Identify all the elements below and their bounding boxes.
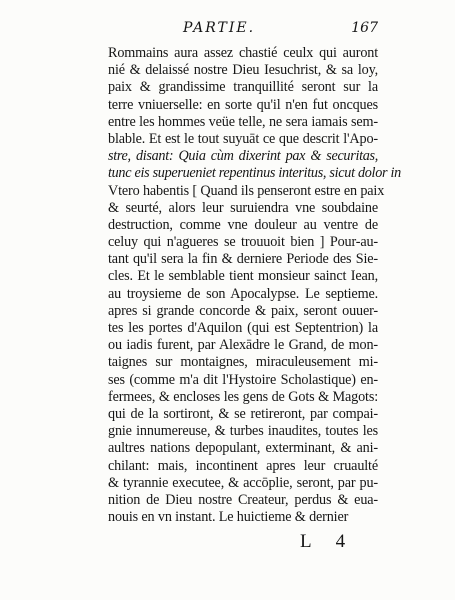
- text-line: & tyrannie executee, & accōplie, seront, par pu-: [108, 474, 378, 491]
- text-line: Vtero habentis [ Quand ils penseront estre en paix: [108, 182, 385, 199]
- text-line: tant qu'il sera la fin & derniere Periode des Sie-: [108, 251, 378, 268]
- text-line: ses (comme m'a dit l'Hystoire Scholastique) en-: [108, 371, 378, 388]
- text-line: entre les hommes veüe telle, ne sera iamais sem-: [108, 113, 378, 130]
- text-line: destruction, comme vne douleur au ventre de: [108, 216, 378, 233]
- text-line: au troysieme de son Apocalypse. Le septieme.: [108, 285, 378, 302]
- text-line: & seurté, alors leur suruiendra vne soubdaine: [108, 199, 378, 216]
- text-line: fermees, & encloses les gens de Gots & Magots:: [108, 388, 378, 405]
- text-line: ou iadis furent, par Alexādre le Grand, de mon-: [108, 337, 378, 354]
- text-line: nition de Dieu nostre Createur, perdus & eua-: [108, 491, 378, 508]
- text-line: blable. Et est le tout suyuāt ce que descrit l'Apo-: [108, 130, 378, 147]
- text-line: nié & delaissé nostre Dieu Iesuchrist, & sa loy,: [108, 62, 378, 79]
- text-line: taignes sur montaignes, miraculeusement mi-: [108, 354, 378, 371]
- text-line: stre, disant: Quia cùm dixerint pax & securitas,: [108, 148, 378, 165]
- body-text: [108, 45, 401, 526]
- text-line: Rommains aura assez chastié ceulx qui auront: [108, 45, 378, 61]
- text-line: aultres nations depopulant, exterminant, & ani-: [108, 440, 378, 457]
- text-line: tunc eis superueniet repentinus interitus, sicut dolor in: [108, 165, 401, 182]
- text-line: qui de la sortiront, & se retireront, par compai-: [108, 405, 378, 422]
- page-number: 167: [351, 20, 378, 36]
- running-head: PARTIE.: [183, 20, 256, 36]
- text-line: gnie innumereuse, & turbes inaudites, toutes les: [108, 423, 378, 440]
- text-line: chilant: mais, incontinent apres leur cruaulté: [108, 457, 378, 474]
- text-line: cles. Et le semblable tient monsieur sainct Iean,: [108, 268, 378, 285]
- text-line: nouis en vn instant. Le huictieme & dernier: [108, 509, 349, 526]
- text-line: apres si grande concorde & paix, seront ouuer-: [108, 302, 378, 319]
- text-line: tes les portes d'Aquilon (qui est Septentrion) la: [108, 320, 378, 336]
- page-header: [108, 20, 378, 42]
- text-line: terre vniuerselle: en sorte qu'il n'en fut oncques: [108, 96, 378, 113]
- signature-mark: L 4: [300, 531, 356, 552]
- text-line: celuy qui n'agueres se trouuoit bien ] Pour-au-: [108, 234, 378, 251]
- text-line: paix & grandissime tranquillité seront sur la: [108, 79, 378, 96]
